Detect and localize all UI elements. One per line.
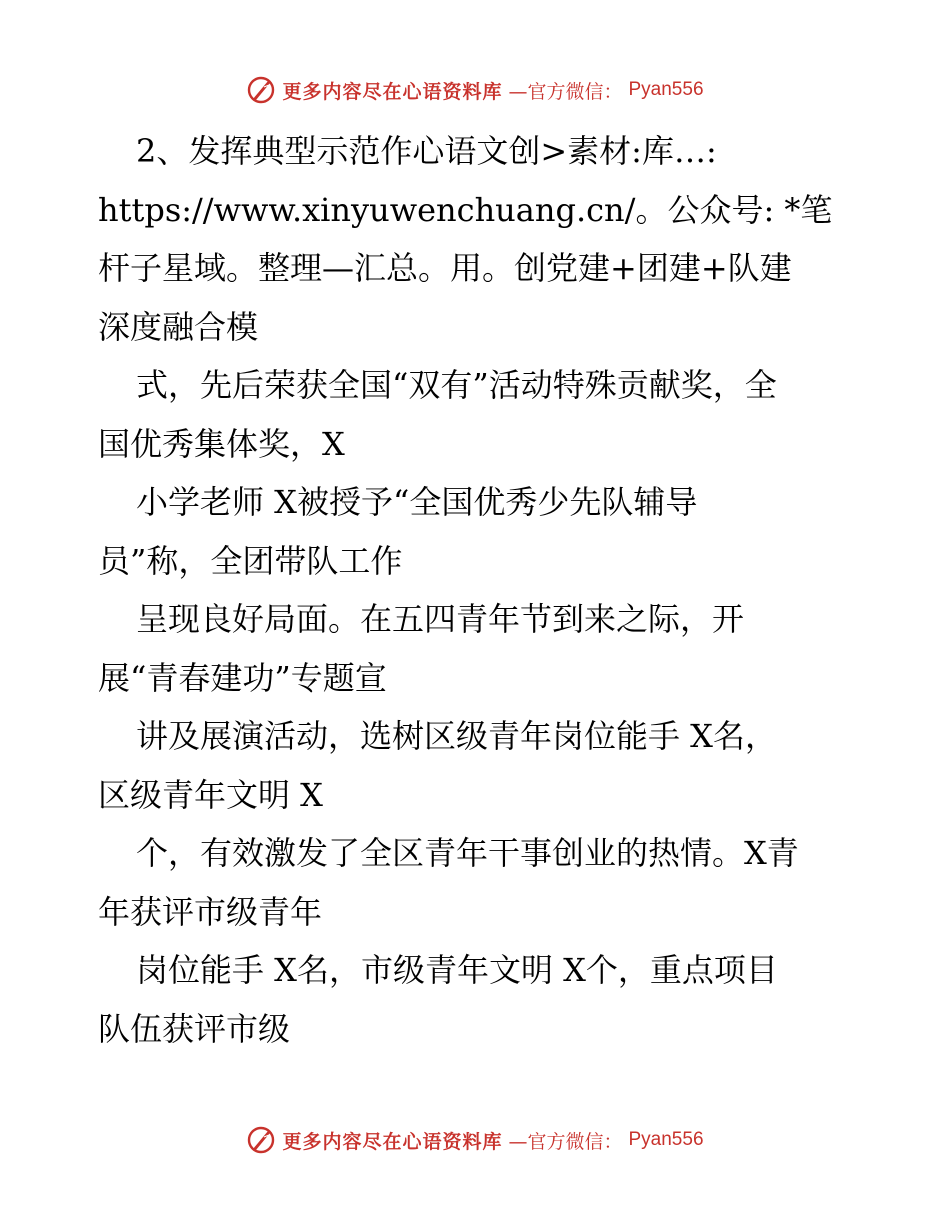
text-line: 深度融合模 — [98, 307, 259, 346]
text-line: 区级青年文明 X — [98, 775, 323, 814]
text-line: 岗位能手 X名，市级青年文明 X个，重点项目 — [136, 951, 778, 989]
document-body — [98, 122, 858, 1058]
text-line: 展“青春建功”专题宣 — [98, 658, 387, 697]
watermark-handle: Pyan556 — [628, 79, 704, 100]
footer-watermark — [0, 1120, 950, 1160]
watermark-official: —官方微信： — [508, 1130, 623, 1153]
watermark-handle: Pyan556 — [628, 1129, 704, 1150]
text-line: 2、发挥典型示范作心语文创>素材:库…: — [136, 132, 717, 170]
text-line: 小学老师 X被授予“全国优秀少先队辅导 — [136, 483, 698, 521]
quill-logo-icon — [246, 1125, 276, 1155]
text-line: 员”称，全团带队工作 — [98, 541, 403, 580]
quill-logo-icon — [246, 75, 276, 105]
text-line: 队伍获评市级 — [98, 1009, 291, 1048]
text-line: 国优秀集体奖，X — [98, 424, 345, 463]
watermark-official: —官方微信： — [508, 80, 623, 103]
text-line: 式，先后荣获全国“双有”活动特殊贡献奖，全 — [136, 366, 777, 404]
text-line: 呈现良好局面。在五四青年节到来之际，开 — [136, 600, 745, 638]
text-line: 讲及展演活动，选树区级青年岗位能手 X名， — [136, 717, 777, 755]
watermark-brand: 更多内容尽在心语资料库 — [282, 80, 503, 103]
watermark-brand: 更多内容尽在心语资料库 — [282, 1130, 503, 1153]
header-watermark — [0, 70, 950, 110]
text-line: 个，有效激发了全区青年干事创业的热情。X青 — [136, 834, 799, 872]
text-line: 杆子星域。整理—汇总。用。创党建+团建+队建 — [98, 249, 792, 287]
text-line: https://www.xinyuwenchuang.cn/。公众号: *笔 — [98, 190, 833, 229]
text-line: 年获评市级青年 — [98, 892, 323, 931]
